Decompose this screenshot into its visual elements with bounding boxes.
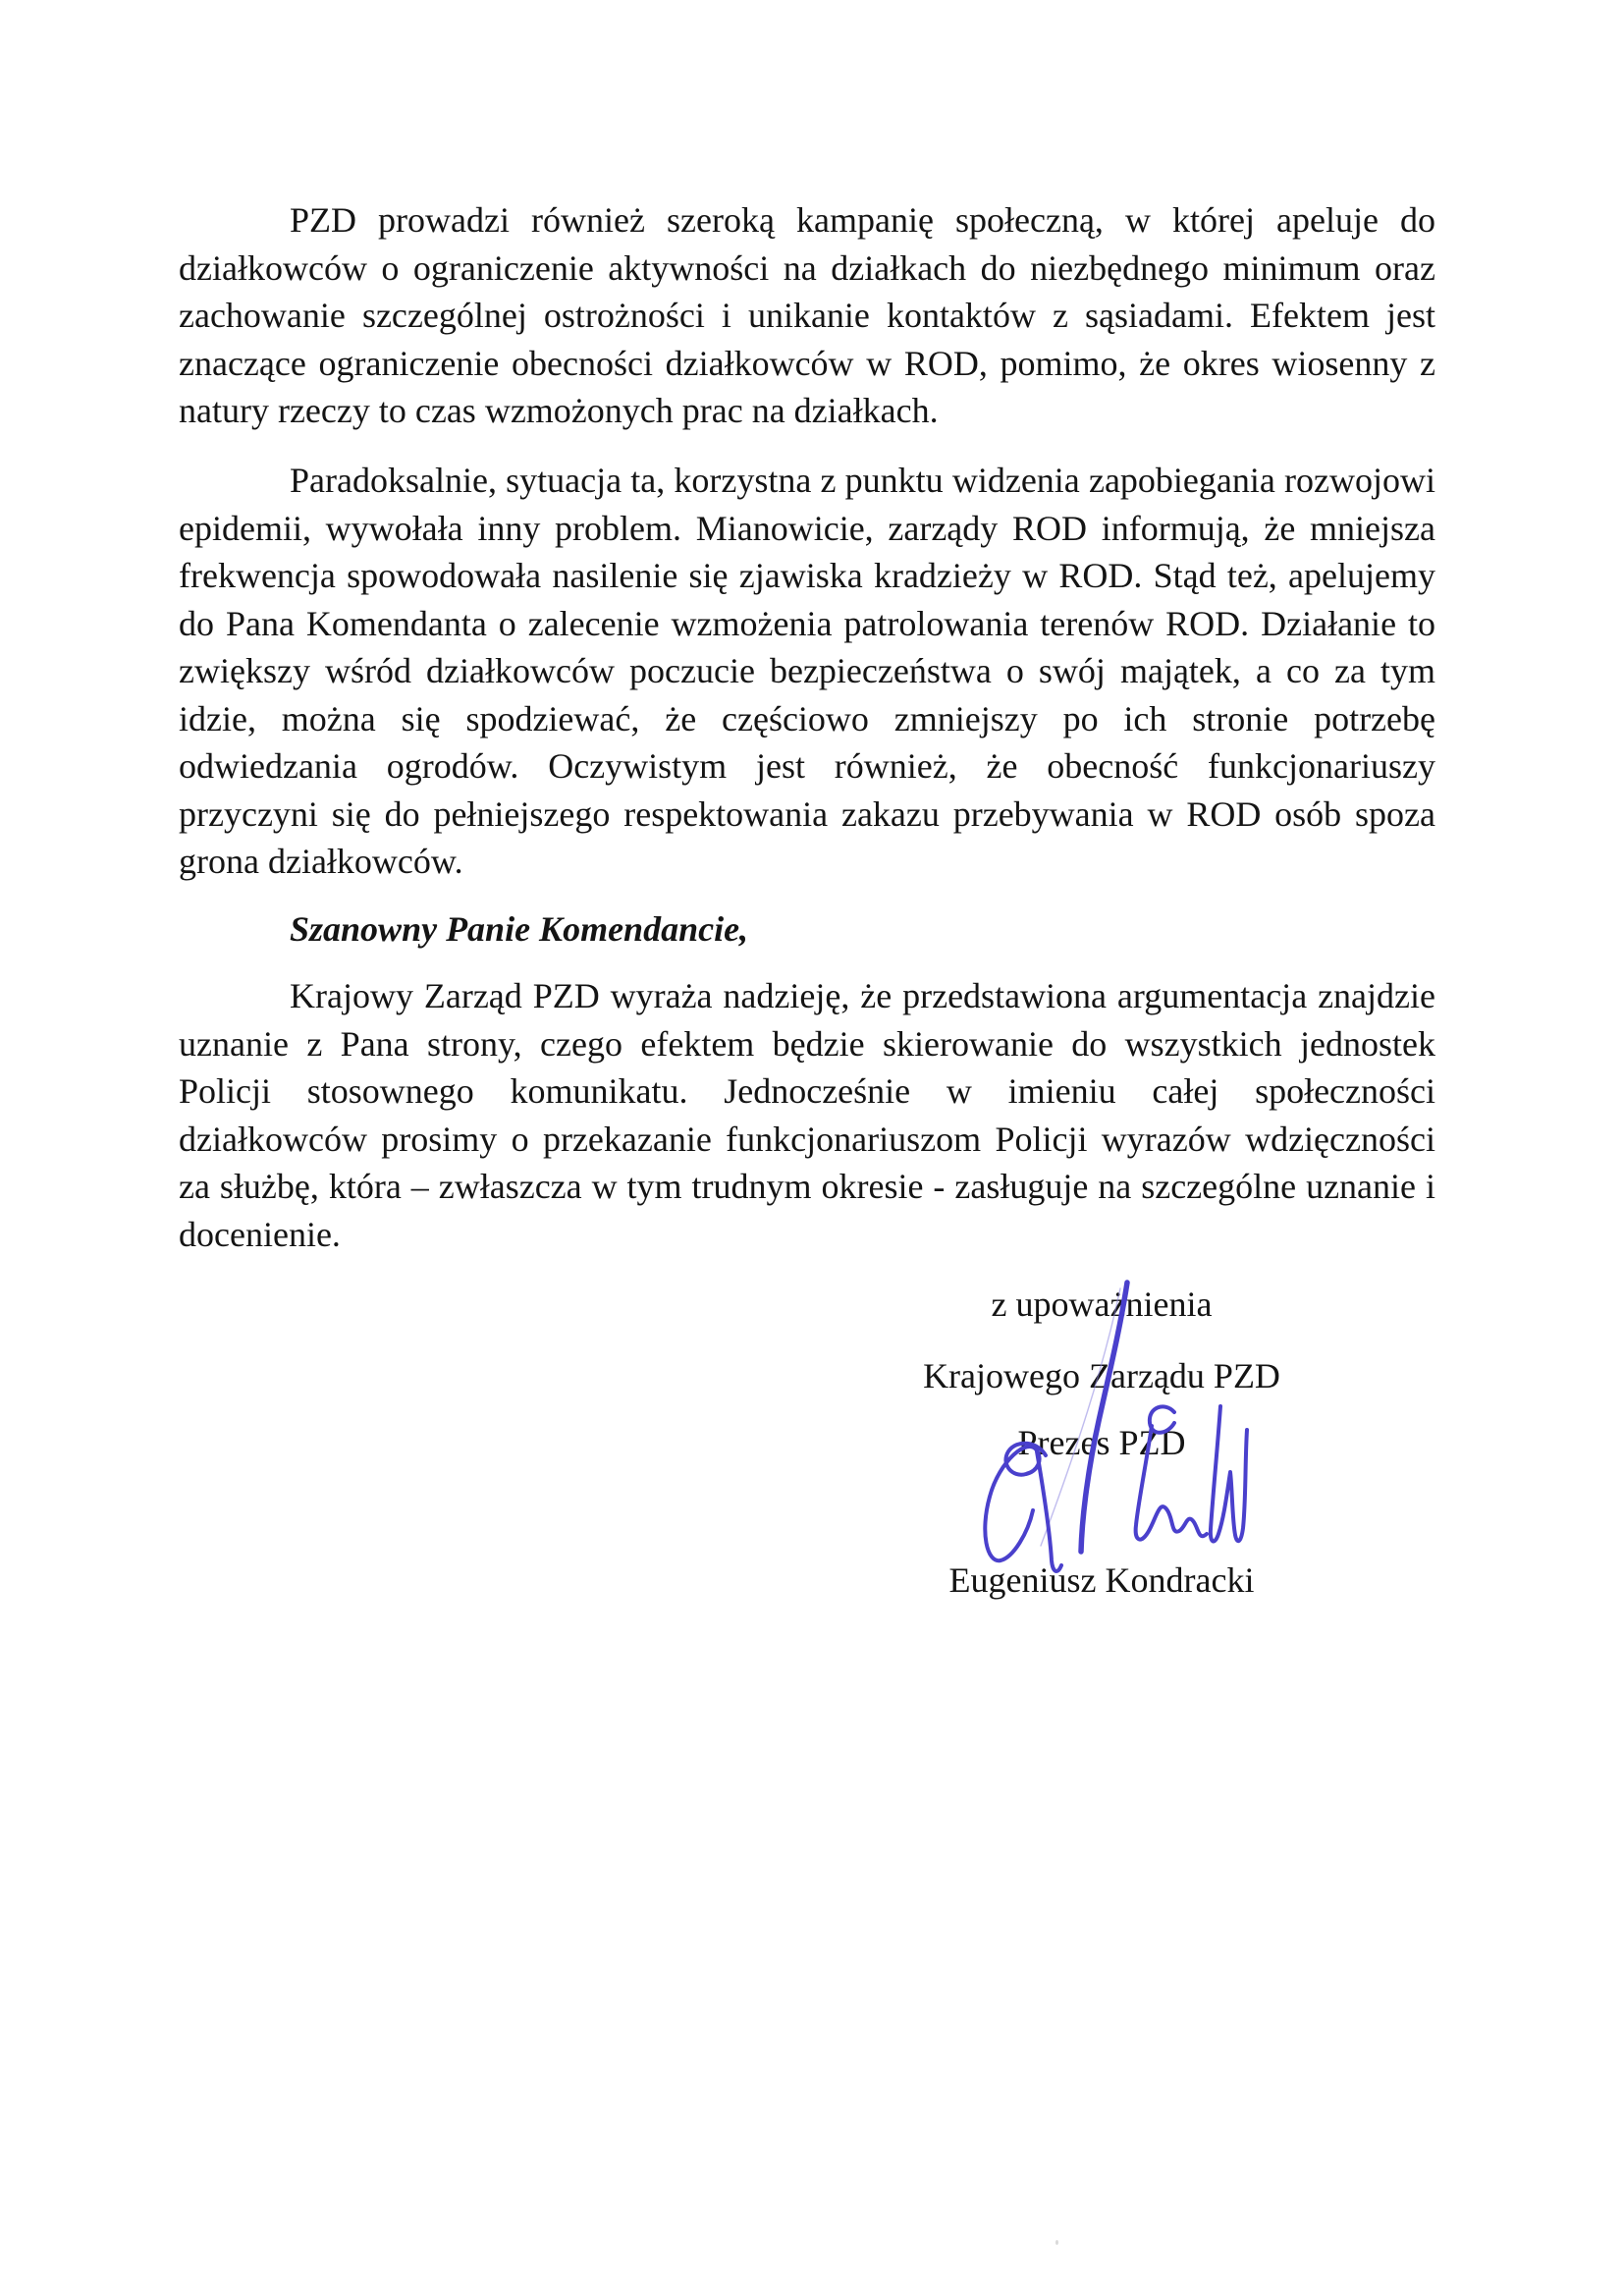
signature-signer-name: Eugeniusz Kondracki [948, 1560, 1255, 1600]
signature-authorization-line: z upoważnienia [991, 1285, 1213, 1324]
handwritten-signature-ink-icon [957, 1260, 1271, 1594]
letter-paragraph-closing: Krajowy Zarząd PZD wyraża nadzieję, że przedstawiona argumentacja znajdzie uznanie z Pana strony, czego efektem będzie skierowanie do wszystkich jednostek Policji stosownego komunikatu. Jednocześnie w imieniu całej społeczności działkowców prosimy o przekazanie funkcjonariuszom Policji wyrazów wdzięczności za służbę, która – zwłaszcza w tym trudnym okresie - zasługuje na szczególne uznanie i docenienie. [179, 976, 1435, 1254]
signature-organization-line: Krajowego Zarządu PZD [923, 1356, 1280, 1395]
letter-salutation: Szanowny Panie Komendancie, [290, 909, 749, 949]
scan-artifact-speck [1055, 2240, 1058, 2245]
letter-paragraph-patrol-request: Paradoksalnie, sytuacja ta, korzystna z punktu widzenia zapobiegania rozwojowi epidemii, wywołała inny problem. Mianowicie, zarządy ROD informują, że mniejsza frekwencja spowodowała nasilenie się zjawiska kradzieży w ROD. Stąd też, apelujemy do Pana Komendanta o zalecenie wzmożenia patrolowania terenów ROD. Działanie to zwiększy wśród działkowców poczucie bezpieczeństwa o swój majątek, a co za tym idzie, można się spodziewać, że częściowo zmniejszy po ich stronie potrzebę odwiedzania ogrodów. Oczywistym jest również, że obecność funkcjonariuszy przyczyni się do pełniejszego respektowania zakazu przebywania w ROD osób spoza grona działkowców. [179, 461, 1435, 881]
signature-title-line: Prezes PZD [1017, 1423, 1186, 1462]
letter-paragraph-campaign: PZD prowadzi również szeroką kampanię społeczną, w której apeluje do działkowców o ograniczenie aktywności na działkach do niezbędnego minimum oraz zachowanie szczególnej ostrożności i unikanie kontaktów z sąsiadami. Efektem jest znaczące ograniczenie obecności działkowców w ROD, pomimo, że okres wiosenny z natury rzeczy to czas wzmożonych prac na działkach. [179, 200, 1435, 430]
